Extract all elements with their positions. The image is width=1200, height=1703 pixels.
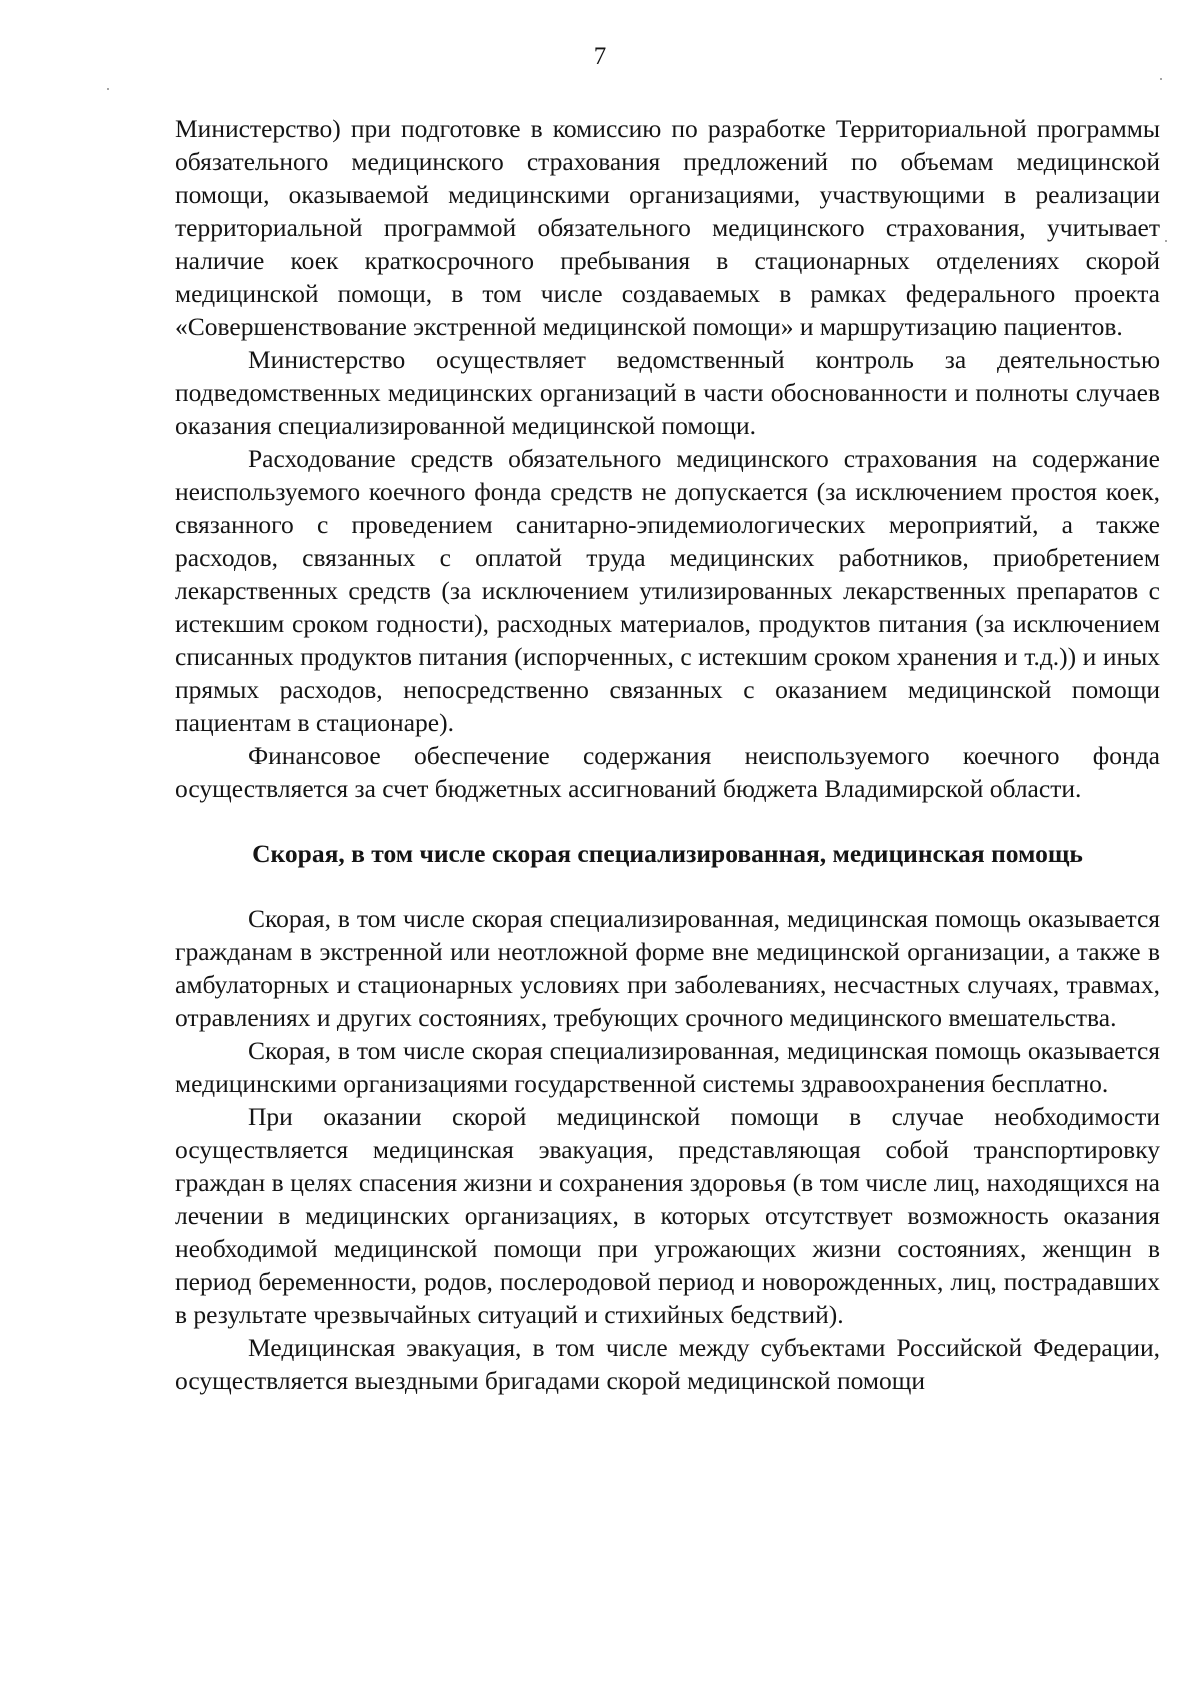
- body-paragraph: Министерство) при подготовке в комиссию по разработке Территориальной программы обязательного медицинского страхования предложений по объемам медицинской помощи, оказываемой медицинскими организациями, участвующими в реализации территориальной программой обязательного медицинского страхования, учитывает наличие коек краткосрочного пребывания в стационарных отделениях скорой медицинской помощи, в том числе создаваемых в рамках федерального проекта «Совершенствование экстренной медицинской помощи» и маршрутизацию пациентов.: [175, 114, 1160, 341]
- body-paragraph: Финансовое обеспечение содержания неиспользуемого коечного фонда осуществляется за счет бюджетных ассигнований бюджета Владимирской области.: [175, 741, 1160, 803]
- body-paragraph: Медицинская эвакуация, в том числе между субъектами Российской Федерации, осуществляется выездными бригадами скорой медицинской помощи: [175, 1333, 1160, 1395]
- document-body: [175, 112, 1160, 1397]
- scan-artifact-dot: [1165, 240, 1167, 242]
- body-paragraph: Расходование средств обязательного медицинского страхования на содержание неиспользуемого коечного фонда средств не допускается (за исключением простоя коек, связанного с проведением санитарно-эпидемиологических мероприятий, а также расходов, связанных с оплатой труда медицинских работников, приобретением лекарственных средств (за исключением утилизированных лекарственных препаратов с истекшим сроком годности), расходных материалов, продуктов питания (за исключением списанных продуктов питания (испорченных, с истекшим сроком хранения и т.д.)) и иных прямых расходов, непосредственно связанных с оказанием медицинской помощи пациентам в стационаре).: [175, 444, 1160, 737]
- section-heading: Скорая, в том числе скорая специализированная, медицинская помощь: [252, 839, 1083, 868]
- scan-artifact-dot: [107, 88, 109, 90]
- body-paragraph: При оказании скорой медицинской помощи в случае необходимости осуществляется медицинская эвакуация, представляющая собой транспортировку граждан в целях спасения жизни и сохранения здоровья (в том числе лиц, находящихся на лечении в медицинских организациях, в которых отсутствует возможность оказания необходимой медицинской помощи при угрожающих жизни состояниях, женщин в период беременности, родов, послеродовой период и новорожденных, лиц, пострадавших в результате чрезвычайных ситуаций и стихийных бедствий).: [175, 1102, 1160, 1329]
- scan-artifact-dot: [1160, 78, 1162, 80]
- body-paragraph: Скорая, в том числе скорая специализированная, медицинская помощь оказывается медицинскими организациями государственной системы здравоохранения бесплатно.: [175, 1036, 1160, 1098]
- body-paragraph: Скорая, в том числе скорая специализированная, медицинская помощь оказывается гражданам в экстренной или неотложной форме вне медицинской организации, а также в амбулаторных и стационарных условиях при заболеваниях, несчастных случаях, травмах, отравлениях и других состояниях, требующих срочного медицинского вмешательства.: [175, 904, 1160, 1032]
- body-paragraph: Министерство осуществляет ведомственный контроль за деятельностью подведомственных медицинских организаций в части обоснованности и полноты случаев оказания специализированной медицинской помощи.: [175, 345, 1160, 440]
- page-number: 7: [593, 43, 607, 70]
